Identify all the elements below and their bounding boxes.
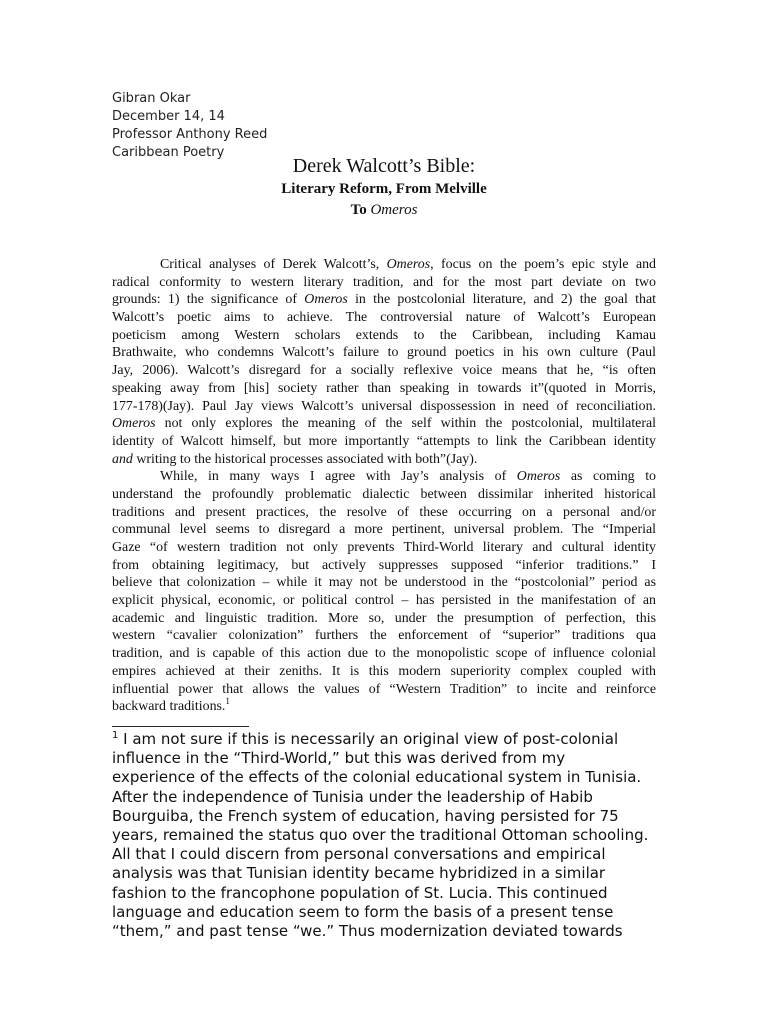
text-line: Brathwaite, who condemns Walcott’s failure to ground poetics in his own culture (Paul xyxy=(112,345,656,361)
footnote-separator xyxy=(112,726,249,727)
text-line: traditions and present practices, the resolve of these occurring on a personal and/or xyxy=(112,504,656,520)
text-line: and writing to the historical processes associated with both”(Jay). xyxy=(112,451,478,467)
to-word: To xyxy=(350,202,367,218)
footnote-line: language and education seem to form the basis of a present tense xyxy=(112,902,614,921)
text-line: speaking away from [his] society rather than speaking in towards it”(quoted in Morris, xyxy=(112,380,656,396)
text-line: influential power that allows the values of “Western Tradition” to incite and reinforce xyxy=(112,681,656,697)
text-line: empires achieved at their zeniths. It is this modern superiority complex coupled with xyxy=(112,663,656,679)
text-line: Walcott’s poetic aims to achieve. The controversial nature of Walcott’s European xyxy=(112,310,656,326)
work-title: Omeros xyxy=(370,202,418,218)
text-line: Critical analyses of Derek Walcott’s, Omeros, focus on the poem’s epic style and xyxy=(160,257,657,272)
author-name: Gibran Okar xyxy=(112,91,191,106)
text-line: Jay, 2006). Walcott’s disregard for a socially reflexive voice means that he, “is often xyxy=(112,363,656,379)
professor-name: Professor Anthony Reed xyxy=(112,127,268,142)
text-line: from obtaining legitimacy, but actively suppresses supposed “inferior traditions.” I xyxy=(112,557,656,573)
footnote-line: influence in the “Third-World,” but this was derived from my xyxy=(112,749,566,768)
footnote-line: analysis was that Tunisian identity became hybridized in a similar xyxy=(112,864,606,883)
footnote-line: “them,” and past tense “we.” Thus modernization deviated towards xyxy=(112,921,623,940)
text-line: poeticism among Western scholars extends to the Caribbean, including Kamau xyxy=(112,327,656,343)
footnote-line: All that I could discern from personal conversations and empirical xyxy=(112,845,606,864)
footnote-line: Bourguiba, the French system of education, having persisted for 75 xyxy=(112,806,619,825)
footnote-line: After the independence of Tunisia under the leadership of Habib xyxy=(112,787,593,806)
text-line: academic and linguistic tradition. More so, under the presumption of perfection, this xyxy=(112,610,656,626)
text-line: tradition, and is capable of this action due to the monopolistic scope of influence colonial xyxy=(112,646,656,662)
paper-subtitle: Literary Reform, From Melville xyxy=(281,181,487,197)
footnote-reference: 1 xyxy=(225,696,230,707)
text-line: explicit physical, economic, or political control – has persisted in the manifestation of an xyxy=(112,593,656,609)
text-line: While, in many ways I agree with Jay’s analysis of Omeros as coming to xyxy=(160,469,657,485)
text-line: believe that colonization – while it may not be understood in the “postcolonial” period as xyxy=(112,575,656,591)
paper-date: December 14, 14 xyxy=(112,109,225,124)
footnote-line: $^1$ I am not sure if this is necessarily an original view of post-colonial xyxy=(112,730,619,748)
paper-title: Derek Walcott’s Bible: xyxy=(292,155,476,177)
footnote-line: years, remained the status quo over the traditional Ottoman schooling. xyxy=(112,825,649,844)
text-line: radical conformity to western literary tradition, and for the most part deviate on two xyxy=(112,274,656,290)
paragraph-1 xyxy=(112,256,656,468)
text-line: western “cavalier colonization” furthers the enforcement of “superior” traditions qua xyxy=(112,628,656,644)
footnote-line: fashion to the francophone population of St. Lucia. This continued xyxy=(112,883,608,902)
course-name: Caribbean Poetry xyxy=(112,145,225,160)
text-line: identity of Walcott himself, but more importantly “attempts to link the Caribbean identity xyxy=(112,433,656,449)
text-line: understand the profoundly problematic dialectic between dissimilar inherited historical xyxy=(112,486,656,502)
text-line: 177-178)(Jay). Paul Jay views Walcott’s universal dispossession in need of reconciliation. xyxy=(112,398,656,414)
paper-header xyxy=(112,90,267,162)
footnote-line: experience of the effects of the colonial educational system in Tunisia. xyxy=(112,768,642,787)
text-line: communal level seems to disregard a more pertinent, universal problem. The “Imperial xyxy=(112,522,656,538)
text-line: grounds: 1) the significance of Omeros in the postcolonial literature, and 2) the goal that xyxy=(112,292,657,308)
body-text xyxy=(112,256,656,716)
paper-subtitle-to xyxy=(0,200,768,220)
footnote-marker: 1 xyxy=(112,730,119,741)
text-line: Omeros not only explores the meaning of the self within the postcolonial, multilateral xyxy=(112,416,656,432)
paragraph-2 xyxy=(112,468,656,716)
text-line: backward traditions.$^1$ xyxy=(112,696,230,715)
footnote xyxy=(112,730,672,941)
text-line: Gaze “of western tradition not only prevents Third-World literary and cultural identity xyxy=(112,540,656,555)
